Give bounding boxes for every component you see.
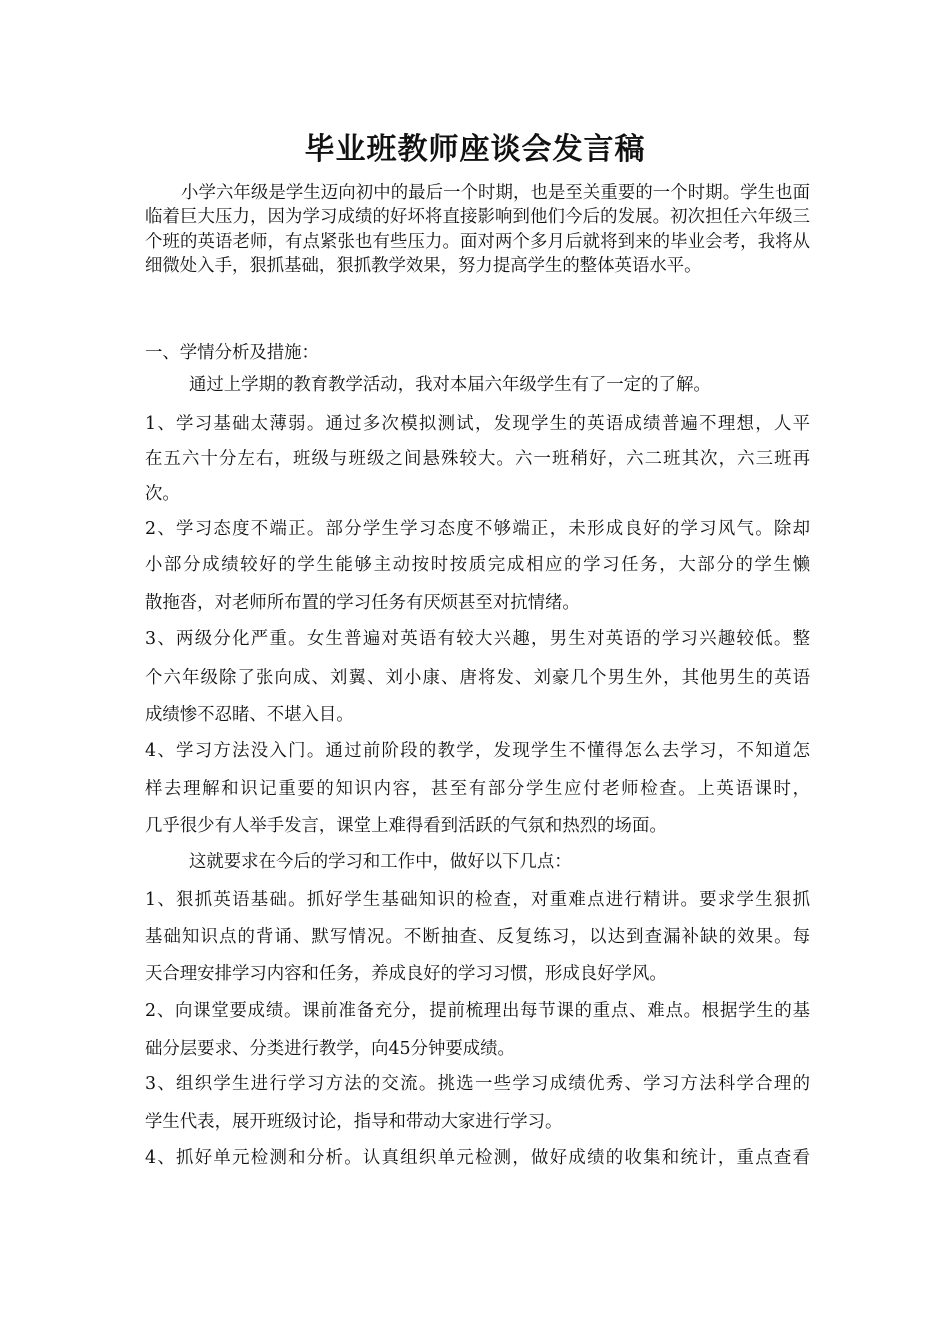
measures-lead: 这就要求在今后的学习和工作中，做好以下几点：: [189, 852, 572, 872]
analysis-item-line: 次。: [145, 484, 180, 504]
analysis-item-line: 成绩惨不忍睹、不堪入目。: [145, 705, 354, 725]
analysis-item-line: 3、两级分化严重。女生普遍对英语有较大兴趣，男生对英语的学习兴趣较低。整: [145, 629, 810, 649]
measure-item-line: 3、组织学生进行学习方法的交流。挑选一些学习成绩优秀、学习方法科学合理的: [145, 1074, 810, 1094]
section-heading: 一、学情分析及措施：: [145, 343, 319, 363]
measure-item-line: 2、向课堂要成绩。课前准备充分，提前梳理出每节课的重点、难点。根据学生的基: [145, 1001, 810, 1021]
analysis-item-line: 2、学习态度不端正。部分学生学习态度不够端正，未形成良好的学习风气。除却: [145, 519, 810, 539]
analysis-item-line: 1、学习基础太薄弱。通过多次模拟测试，发现学生的英语成绩普遍不理想，人平: [145, 414, 810, 434]
measure-item-line: 础分层要求、分类进行教学，向45分钟要成绩。: [145, 1039, 515, 1059]
analysis-item-line: 4、学习方法没入门。通过前阶段的教学，发现学生不懂得怎么去学习，不知道怎: [145, 741, 810, 761]
intro-paragraph: 小学六年级是学生迈向初中的最后一个时期，也是至关重要的一个时期。学生也面临着巨大压力，因为学习成绩的好坏将直接影响到他们今后的发展。初次担任六年级三个班的英语老师，有点紧张也有些压力。面对两个多月后就将到来的毕业会考，我将从细微处入手，狠抓基础，狠抓教学效果，努力提高学生的整体英语水平。: [145, 183, 810, 277]
document-title: 毕业班教师座谈会发言稿: [304, 132, 646, 167]
analysis-item-line: 小部分成绩较好的学生能够主动按时按质完成相应的学习任务，大部分的学生懒: [145, 555, 810, 575]
measure-item-line: 4、抓好单元检测和分析。认真组织单元检测，做好成绩的收集和统计，重点查看: [145, 1148, 810, 1168]
analysis-lead: 通过上学期的教育教学活动，我对本届六年级学生有了一定的了解。: [189, 375, 711, 395]
analysis-item-line: 在五六十分左右，班级与班级之间悬殊较大。六一班稍好，六二班其次，六三班再: [145, 449, 810, 469]
analysis-item-line: 样去理解和识记重要的知识内容，甚至有部分学生应付老师检查。上英语课时，: [145, 779, 810, 799]
measure-item-line: 天合理安排学习内容和任务，养成良好的学习习惯，形成良好学风。: [145, 964, 667, 984]
measure-item-line: 学生代表，展开班级讨论，指导和带动大家进行学习。: [145, 1112, 563, 1132]
analysis-item-line: 个六年级除了张向成、刘翼、刘小康、唐将发、刘豪几个男生外，其他男生的英语: [145, 668, 810, 688]
measure-item-line: 基础知识点的背诵、默写情况。不断抽查、反复练习，以达到查漏补缺的效果。每: [145, 927, 810, 947]
analysis-item-line: 几乎很少有人举手发言，课堂上难得看到活跃的气氛和热烈的场面。: [145, 816, 667, 836]
measure-item-line: 1、狠抓英语基础。抓好学生基础知识的检查，对重难点进行精讲。要求学生狠抓: [145, 890, 810, 910]
analysis-item-line: 散拖沓，对老师所布置的学习任务有厌烦甚至对抗情绪。: [145, 593, 580, 613]
